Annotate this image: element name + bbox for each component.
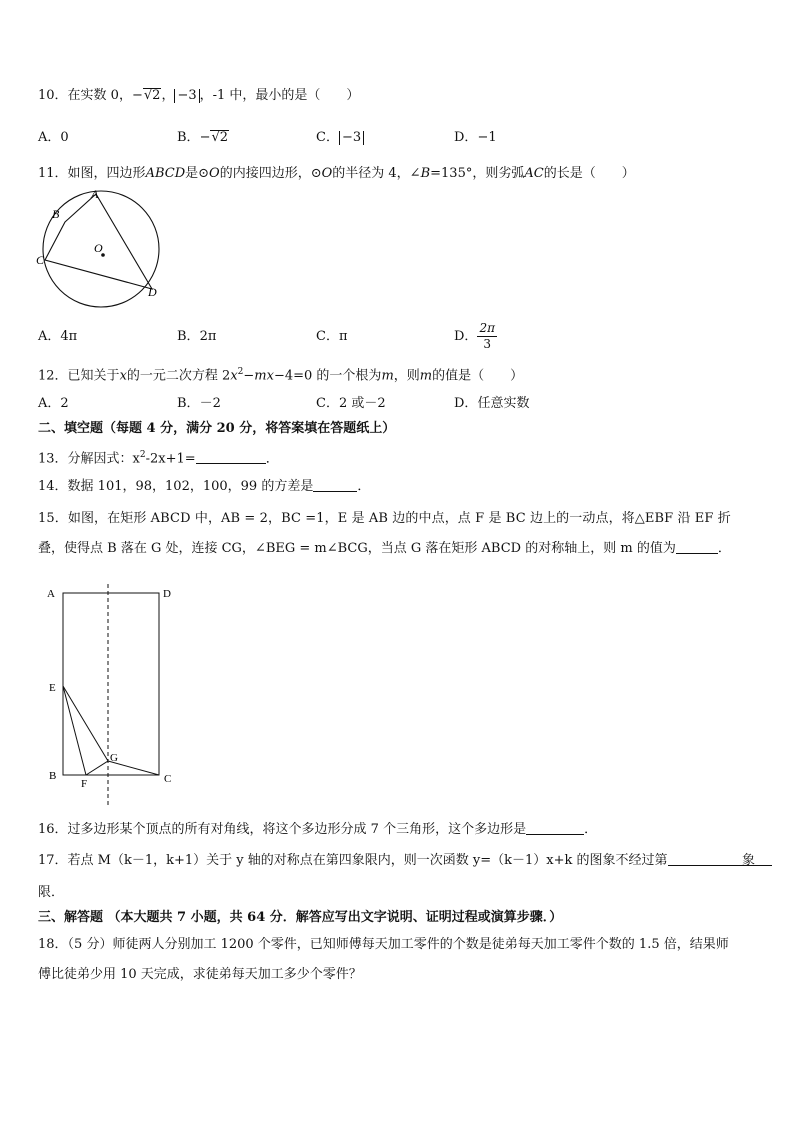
label-a: A	[91, 187, 99, 201]
q14-answer-blank[interactable]	[313, 477, 357, 492]
q12-stem: 12．已知关于x的一元二次方程 $2x^2-mx-4=0$ 的一个根为m，则m的值是（ ）	[38, 367, 524, 384]
q11-fraction: $\frac{2\pi}{3}$	[479, 321, 495, 351]
label-d: D	[148, 285, 157, 299]
label-g: G	[110, 752, 118, 764]
q11-circle-figure	[30, 186, 180, 316]
q15-answer-blank[interactable]	[676, 539, 718, 554]
q10-sqrt: √2	[143, 88, 161, 103]
q16-stem: 16．过多边形某个顶点的所有对角线，将这个多边形分成 7 个三角形，这个多边形是 ．	[38, 822, 598, 837]
q15-rectangle-figure	[40, 582, 190, 808]
q11-option-c: C．π	[316, 329, 348, 344]
q13-stem: 13．分解因式：$x^2-2x+1=$ ．	[38, 450, 279, 467]
q12-option-c: C．2 或－2	[316, 396, 386, 411]
q10-neg: −	[131, 88, 143, 103]
q10-text-b: ，-1 中，最小的是（ ）	[199, 88, 360, 103]
q10-abs: −3	[174, 89, 199, 103]
q12-option-d: D．任意实数	[454, 396, 530, 411]
q11-stem: 11．如图，四边形ABCD是⊙O的内接四边形，⊙O的半径为 4，∠B=135°，则劣弧AC的长是（ ）	[38, 166, 635, 181]
q15-line1: 15．如图，在矩形 ABCD 中，AB = 2，BC =1，E 是 AB 边的中点，点 F 是 BC 边上的一动点，将△EBF 沿 EF 折	[38, 511, 731, 526]
q17-line1: 17．若点 M（k－1，k+1）关于 y 轴的对称点在第四象限内，则一次函数 y=（k－1）x+k 的图象不经过第	[38, 851, 772, 871]
q15-line2: 叠，使得点 B 落在 G 处，连接 CG，∠BEG = m∠BCG，当点 G 落在矩形 ABCD 的对称轴上，则 m 的值为 ．	[38, 541, 731, 556]
q12-option-b: B．－2	[177, 396, 221, 411]
section-solve: 三、解答题 （本大题共 7 小题，共 64 分．解答应写出文字说明、证明过程或演算步骤．）	[38, 910, 563, 925]
label-b: B	[52, 207, 60, 221]
label-b: B	[49, 770, 57, 782]
q10-option-c: C． −3	[316, 128, 364, 148]
q12-option-a: A．2	[38, 396, 69, 411]
q10-stem	[38, 86, 359, 106]
q10-option-b: B．−√2	[177, 130, 229, 145]
segment-fg	[86, 761, 108, 775]
q17-line2: 限．	[38, 885, 65, 900]
label-a: A	[47, 588, 55, 600]
q11-option-d: D． $\frac{2\pi}{3}$	[454, 321, 495, 351]
q13-answer-blank[interactable]	[196, 449, 266, 464]
q10-radicand: 2	[152, 88, 161, 103]
q10-option-d: D．−1	[454, 130, 497, 145]
label-e: E	[49, 682, 56, 694]
q14-stem: 14．数据 101，98，102，100，99 的方差是 ．	[38, 479, 371, 494]
label-c: C	[164, 773, 172, 785]
q18-line1: 18．（5 分）师徒两人分别加工 1200 个零件，已知师傅每天加工零件的个数是徒弟每天加工零件个数的 1.5 倍，结果师	[38, 937, 729, 952]
label-o: O	[94, 241, 103, 255]
q10-sep: ，	[161, 88, 175, 103]
q10-number: 10．	[38, 88, 68, 103]
q11-option-b: B．2π	[177, 329, 217, 344]
q17-answer-blank[interactable]	[668, 851, 772, 866]
rect-abcd	[63, 593, 159, 775]
segment-ef	[63, 686, 86, 775]
q17-tail: 象	[742, 853, 756, 868]
q11-option-a: A．4π	[38, 329, 78, 344]
segment-eg	[63, 686, 108, 761]
q10-text: 在实数 0，	[67, 88, 132, 103]
label-d: D	[163, 588, 171, 600]
q10-option-a: A．0	[38, 130, 69, 145]
q16-answer-blank[interactable]	[526, 820, 584, 835]
label-c: C	[36, 253, 45, 267]
label-f: F	[81, 778, 88, 790]
q18-line2: 傅比徒弟少用 10 天完成，求徒弟每天加工多少个零件？	[38, 967, 362, 982]
section-fill-in: 二、填空题（每题 4 分，满分 20 分，将答案填在答题纸上）	[38, 421, 396, 436]
